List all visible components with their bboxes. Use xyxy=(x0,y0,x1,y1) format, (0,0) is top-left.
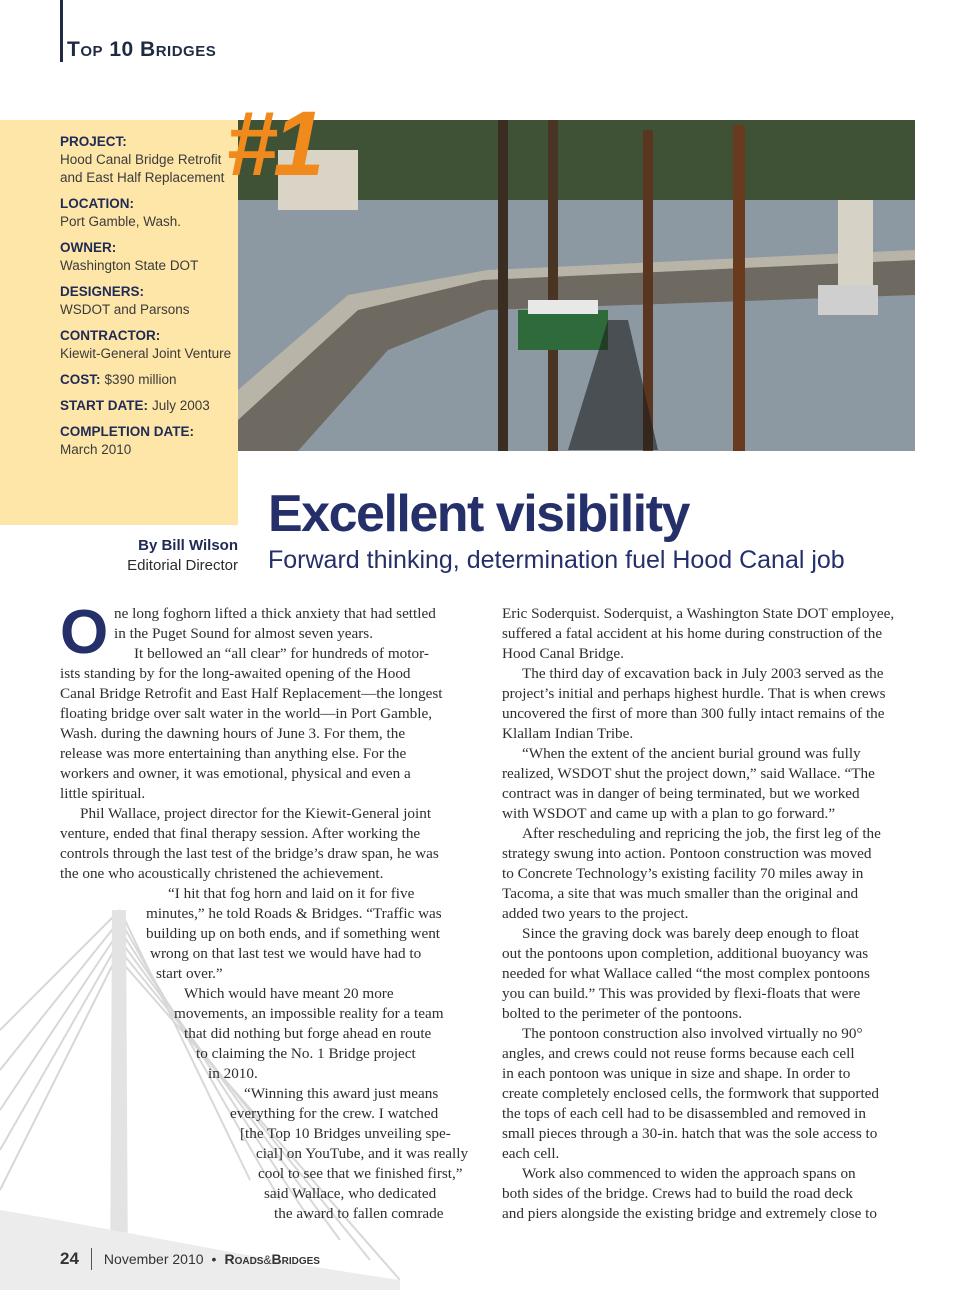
project-fact-label: OWNER: xyxy=(60,240,117,255)
publication-name-part: Bridges xyxy=(271,1251,320,1267)
article-line: needed for what Wallace called “the most complex pontoons xyxy=(502,965,870,982)
project-fact-label: DESIGNERS: xyxy=(60,284,145,299)
article-line: “When the extent of the ancient burial ground was fully xyxy=(522,745,861,762)
article-line: in each pontoon was unique in size and shape. In order to xyxy=(502,1065,851,1082)
publication-ampersand: & xyxy=(263,1253,272,1267)
article-line: each cell. xyxy=(502,1145,560,1162)
project-fact-label: CONTRACTOR: xyxy=(60,328,161,343)
issue-date: November 2010 xyxy=(103,1251,204,1267)
project-fact xyxy=(60,239,235,275)
article-line: you can build.” This was provided by flexi-floats that were xyxy=(502,985,861,1002)
article-line: movements, an impossible reality for a team xyxy=(174,1005,444,1022)
article-line: to Concrete Technology’s existing facility 70 miles away in xyxy=(502,865,864,882)
article-line: Which would have meant 20 more xyxy=(184,985,394,1002)
article-line: start over.” xyxy=(156,965,223,982)
article-line: ne long foghorn lifted a thick anxiety that had settled xyxy=(114,605,436,622)
project-fact xyxy=(60,283,235,319)
article-column-right xyxy=(502,604,914,1224)
article-line: wrong on that last test we would have had to xyxy=(150,945,422,962)
project-fact-label: COST: xyxy=(60,372,101,387)
section-rule xyxy=(60,0,63,62)
article-line: After rescheduling and repricing the job, the first leg of the xyxy=(522,825,881,842)
project-fact-value: Kiewit-General Joint Venture xyxy=(60,346,232,361)
page-number: 24 xyxy=(60,1249,79,1268)
project-fact-label: LOCATION: xyxy=(60,196,134,211)
project-fact xyxy=(60,397,235,415)
page-footer xyxy=(60,1248,320,1270)
article-line: little spiritual. xyxy=(60,785,146,802)
bridge-photo-illustration xyxy=(238,120,915,451)
article-line: Phil Wallace, project director for the Kiewit-General joint xyxy=(80,805,432,822)
article-line: bolted to the perimeter of the pontoons. xyxy=(502,1005,742,1022)
bridge-photo xyxy=(238,120,915,451)
article-line: in the Puget Sound for almost seven years. xyxy=(114,625,373,642)
article-line: create completely enclosed cells, the formwork that supported xyxy=(502,1085,880,1102)
article-line: Since the graving dock was barely deep enough to float xyxy=(522,925,859,942)
article-line: venture, ended that final therapy session. After working the xyxy=(60,825,421,842)
project-fact-value: March 2010 xyxy=(60,442,132,457)
publication-name-part: Roads xyxy=(224,1251,264,1267)
project-fact-value: Hood Canal Bridge Retrofit and East Half Replacement xyxy=(60,152,225,185)
article-line: to claiming the No. 1 Bridge project xyxy=(196,1045,416,1062)
article-line: uncovered the first of more than 300 fully intact remains of the xyxy=(502,705,885,722)
article-line: and piers alongside the existing bridge and extremely close to xyxy=(502,1205,877,1222)
project-fact-value: WSDOT and Parsons xyxy=(60,302,190,317)
article-line: [the Top 10 Bridges unveiling spe- xyxy=(240,1125,451,1142)
article-line: Tacoma, a site that was much smaller than the original and xyxy=(502,885,859,902)
article-line: minutes,” he told Roads & Bridges. “Traffic was xyxy=(146,905,442,922)
article-line: in 2010. xyxy=(208,1065,258,1082)
byline-author: By Bill Wilson xyxy=(138,537,238,554)
article-line: cool to see that we finished first,” xyxy=(258,1165,463,1182)
article-line: everything for the crew. I watched xyxy=(230,1105,439,1122)
article-line: realized, WSDOT shut the project down,” said Wallace. “The xyxy=(502,765,875,782)
section-label: Top 10 Bridges xyxy=(67,38,217,61)
article-line: controls through the last test of the bridge’s draw span, he was xyxy=(60,845,439,862)
article-line: The third day of excavation back in July 2003 served as the xyxy=(522,665,884,682)
project-fact-label: COMPLETION DATE: xyxy=(60,424,194,439)
article-line: small pieces through a 30-in. hatch that was the sole access to xyxy=(502,1125,878,1142)
byline xyxy=(127,536,238,576)
article-line: workers and owner, it was emotional, physical and even a xyxy=(60,765,411,782)
article-line: It bellowed an “all clear” for hundreds of motor- xyxy=(134,645,429,662)
footer-divider xyxy=(91,1248,92,1270)
project-fact xyxy=(60,423,235,459)
project-fact xyxy=(60,133,235,187)
article-line: release was more entertaining than anything else. For the xyxy=(60,745,407,762)
article-line: that did nothing but forge ahead en route xyxy=(184,1025,432,1042)
project-fact xyxy=(60,195,235,231)
project-fact-value: July 2003 xyxy=(152,398,210,413)
bullet-icon: • xyxy=(211,1251,217,1267)
article-line: with WSDOT and came up with a plan to go forward.” xyxy=(502,805,836,822)
article-line: ists standing by for the long-awaited opening of the Hood xyxy=(60,665,411,682)
rank-number: #1 xyxy=(226,93,321,195)
article-line: “I hit that fog horn and laid on it for five xyxy=(168,885,415,902)
article-line: said Wallace, who dedicated xyxy=(264,1185,437,1202)
publication-name xyxy=(224,1251,319,1267)
project-fact xyxy=(60,371,235,389)
deck: Forward thinking, determination fuel Hood Canal job xyxy=(268,546,845,574)
article-line: the award to fallen comrade xyxy=(274,1205,444,1222)
article-line: Canal Bridge Retrofit and East Half Replacement—the longest xyxy=(60,685,443,702)
article-line: The pontoon construction also involved virtually no 90° xyxy=(522,1025,863,1042)
article-line: Wash. during the dawning hours of June 3. For them, the xyxy=(60,725,406,742)
drop-cap: O xyxy=(60,598,109,667)
project-fact-value: Washington State DOT xyxy=(60,258,199,273)
project-fact-value: $390 million xyxy=(104,372,177,387)
article-line: added two years to the project. xyxy=(502,905,689,922)
article-column-left xyxy=(60,598,472,1224)
project-fact xyxy=(60,327,235,363)
article-line: angles, and crews could not reuse forms because each cell xyxy=(502,1045,855,1062)
project-fact-value: Port Gamble, Wash. xyxy=(60,214,182,229)
article-line: Klallam Indian Tribe. xyxy=(502,725,634,742)
byline-title: Editorial Director xyxy=(127,557,238,574)
project-fact-label: PROJECT: xyxy=(60,134,127,149)
project-facts-list xyxy=(60,133,235,467)
article-line: both sides of the bridge. Crews had to build the road deck xyxy=(502,1185,853,1202)
article-line: project’s initial and perhaps highest hurdle. That is when crews xyxy=(502,685,886,702)
project-fact-label: START DATE: xyxy=(60,398,148,413)
article-line: Hood Canal Bridge. xyxy=(502,645,624,662)
article-line: floating bridge over salt water in the world—in Port Gamble, xyxy=(60,705,433,722)
article-line: Eric Soderquist. Soderquist, a Washington State DOT employee, xyxy=(502,605,895,622)
headline: Excellent visibility xyxy=(268,485,689,543)
article-line: the one who acoustically christened the achievement. xyxy=(60,865,384,882)
article-line: cial] on YouTube, and it was really xyxy=(256,1145,469,1162)
article-line: “Winning this award just means xyxy=(244,1085,439,1102)
article-line: out the pontoons upon completion, additional buoyancy was xyxy=(502,945,869,962)
article-line: the tops of each cell had to be disassembled and removed in xyxy=(502,1105,866,1122)
article-line: suffered a fatal accident at his home during construction of the xyxy=(502,625,883,642)
article-line: Work also commenced to widen the approach spans on xyxy=(522,1165,856,1182)
article-line: contract was in danger of being terminated, but we worked xyxy=(502,785,860,802)
article-line: strategy swung into action. Pontoon construction was moved xyxy=(502,845,872,862)
article-line: building up on both ends, and if something went xyxy=(146,925,441,942)
